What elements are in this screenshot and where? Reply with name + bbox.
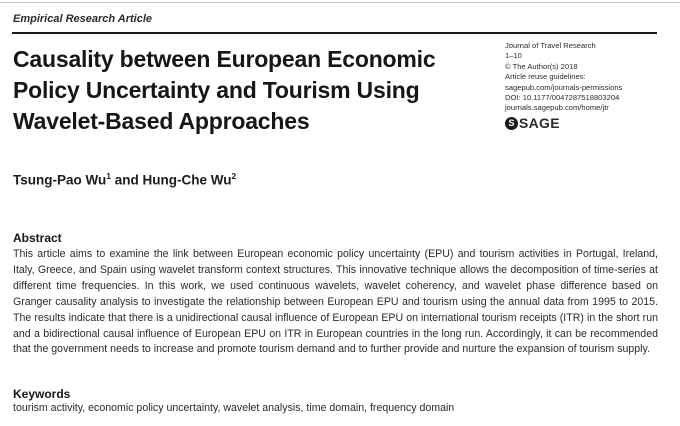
copyright-notice: © The Author(s) 2018	[505, 61, 578, 71]
abstract-heading: Abstract	[13, 231, 62, 245]
authors-line	[13, 171, 236, 188]
reuse-guidelines-label: Article reuse guidelines:	[505, 72, 586, 82]
sage-circle-s-icon: S	[505, 117, 518, 130]
sage-logo	[505, 117, 675, 130]
keywords-heading: Keywords	[13, 387, 71, 401]
journal-home-link[interactable]: journals.sagepub.com/home/jtr	[505, 103, 609, 113]
authors-connector: and	[110, 172, 143, 188]
journal-pages: 1–10	[505, 51, 522, 61]
paper-title: Causality between European Economic Policy Uncertainty and Tourism Using Wavelet-Based Approaches	[13, 46, 436, 134]
header-rule-divider	[12, 32, 657, 34]
journal-name: Journal of Travel Research	[505, 41, 596, 50]
article-type-label: Empirical Research Article	[13, 13, 152, 25]
author-2-affiliation-mark: 2	[231, 171, 237, 181]
sage-wordmark: SAGE	[519, 115, 560, 132]
author-1-name: Tsung-Pao Wu	[13, 172, 107, 188]
author-2-name: Hung-Che Wu	[142, 172, 232, 188]
author-1-affiliation-mark: 1	[106, 171, 111, 181]
doi-text: DOI: 10.1177/0047287518803204	[505, 93, 620, 103]
top-hairline-divider	[0, 2, 680, 3]
abstract-body: This article aims to examine the link between European economic policy uncertainty (EPU) and tourism activities in Portugal, Ireland, Italy, Greece, and Spain using wavelet transform context structures. This innovative technique allows the decomposition of time-series at different time frequencies. In this work, we used continuous wavelets, wavelet coherency, and wavelet phase difference based on Granger causality analysis to investigate the relationship between European EPU and tourism using the annual data from 1995 to 2015. The results indicate that there is a unidirectional causal influence of European EPU on international tourism receipts (ITR) in the short run and a bidirectional causal influence of European EPU on ITR in European countries in the long run. Accordingly, it can be recommended that the government needs to increase and promote tourism demand and to further provide and nurture the expansion of tourism supply.	[13, 248, 658, 356]
keywords-list: tourism activity, economic policy uncertainty, wavelet analysis, time domain, frequency domain	[13, 402, 455, 414]
permissions-link[interactable]: sagepub.com/journals-permissions	[505, 82, 623, 92]
journal-info-block	[505, 41, 675, 130]
